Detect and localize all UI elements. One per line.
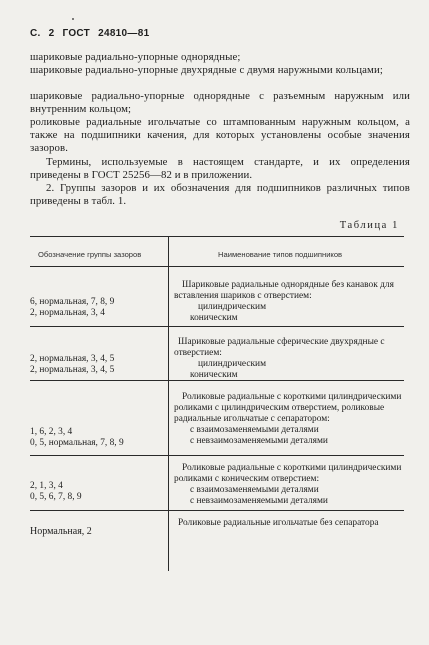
paragraph: 2. Группы зазоров и их обозначения для подшипников различных типов приведены в табл. 1.	[30, 182, 410, 208]
bearing-type: Роликовые радиальные с короткими цилиндрическими роликами с коническим отверстием:	[174, 463, 402, 484]
bore-type: цилиндрическим	[198, 359, 266, 369]
table-row-5-groups	[30, 526, 92, 537]
column-header-clearance-group: Обозначение группы зазоров	[38, 250, 142, 259]
table-row-1-description	[174, 280, 402, 324]
table-header-rule	[30, 266, 404, 267]
bearing-type: Шариковые радиальные однорядные без канавок для вставления шариков с отверстием:	[174, 280, 394, 301]
table-row-4-groups	[30, 481, 82, 503]
paragraph: шариковые радиально-упорные однорядные с разъемным наружным или внутренним кольцом;	[30, 90, 410, 116]
bore-type: цилиндрическим	[198, 302, 266, 312]
paragraph: роликовые радиальные игольчатые со штампованным наружным кольцом, а также на подшипники качения, для которых установлены особые значения зазоров.	[30, 116, 410, 155]
clearance-groups: 0, 5, нормальная, 7, 8, 9	[30, 438, 124, 448]
table-row-3-groups	[30, 427, 124, 449]
column-header-bearing-type: Наименование типов подшипников	[218, 250, 343, 259]
bore-type: коническим	[190, 313, 238, 323]
clearance-groups: 2, 1, 3, 4	[30, 481, 63, 491]
page-prefix: С.	[30, 28, 41, 39]
standard-number: 24810—81	[98, 28, 150, 39]
table-row-4-description	[174, 463, 402, 507]
bearing-type: Роликовые радиальные с короткими цилиндрическими роликами с цилиндрическим отверстием, роликовые радиальные игольчатые с сепаратором:	[174, 392, 402, 424]
part-interchangeability: с взаимозаменяемыми деталями	[190, 425, 319, 435]
clearance-groups: 2, нормальная, 3, 4, 5	[30, 365, 115, 375]
table-row-rule	[30, 326, 404, 327]
table-row-rule	[30, 510, 404, 511]
part-interchangeability: с невзаимозаменяемыми деталями	[190, 436, 328, 446]
clearance-groups: 2, нормальная, 3, 4	[30, 308, 105, 318]
paragraph: Термины, используемые в настоящем стандарте, и их определения приведены в ГОСТ 25256—82 и в приложении.	[30, 156, 410, 182]
clearance-groups: 6, нормальная, 7, 8, 9	[30, 297, 115, 307]
clearance-groups: 2, нормальная, 3, 4, 5	[30, 354, 115, 364]
part-interchangeability: с взаимозаменяемыми деталями	[190, 485, 319, 495]
paragraph: шариковые радиально-упорные однорядные;	[30, 51, 241, 63]
table-top-rule	[30, 236, 404, 237]
paragraph: шариковые радиально-упорные двухрядные с двумя наружными кольцами;	[30, 64, 383, 76]
page-header	[30, 28, 157, 39]
table-column-divider	[168, 236, 169, 571]
table-row-2-description	[174, 337, 402, 381]
part-interchangeability: с невзаимозаменяемыми деталями	[190, 496, 328, 506]
clearance-groups: 1, 6, 2, 3, 4	[30, 427, 73, 437]
page-number: 2	[48, 28, 55, 39]
clearance-groups: Нормальная, 2	[30, 526, 92, 537]
table-row-3-description	[174, 392, 402, 447]
table-row-5-description	[174, 518, 402, 529]
table-row-rule	[30, 380, 404, 381]
table-row-2-groups	[30, 354, 114, 376]
scan-speck	[72, 18, 74, 20]
bore-type: коническим	[190, 370, 238, 380]
standard-label: ГОСТ	[62, 28, 91, 39]
bearing-type: Шариковые радиальные сферические двухрядные с отверстием:	[174, 337, 385, 358]
clearance-groups: 0, 5, 6, 7, 8, 9	[30, 492, 82, 502]
table-caption: Таблица 1	[339, 220, 399, 231]
bearing-type: Роликовые радиальные игольчатые без сепаратора	[178, 518, 379, 528]
table-row-rule	[30, 455, 404, 456]
table-row-1-groups	[30, 297, 114, 319]
